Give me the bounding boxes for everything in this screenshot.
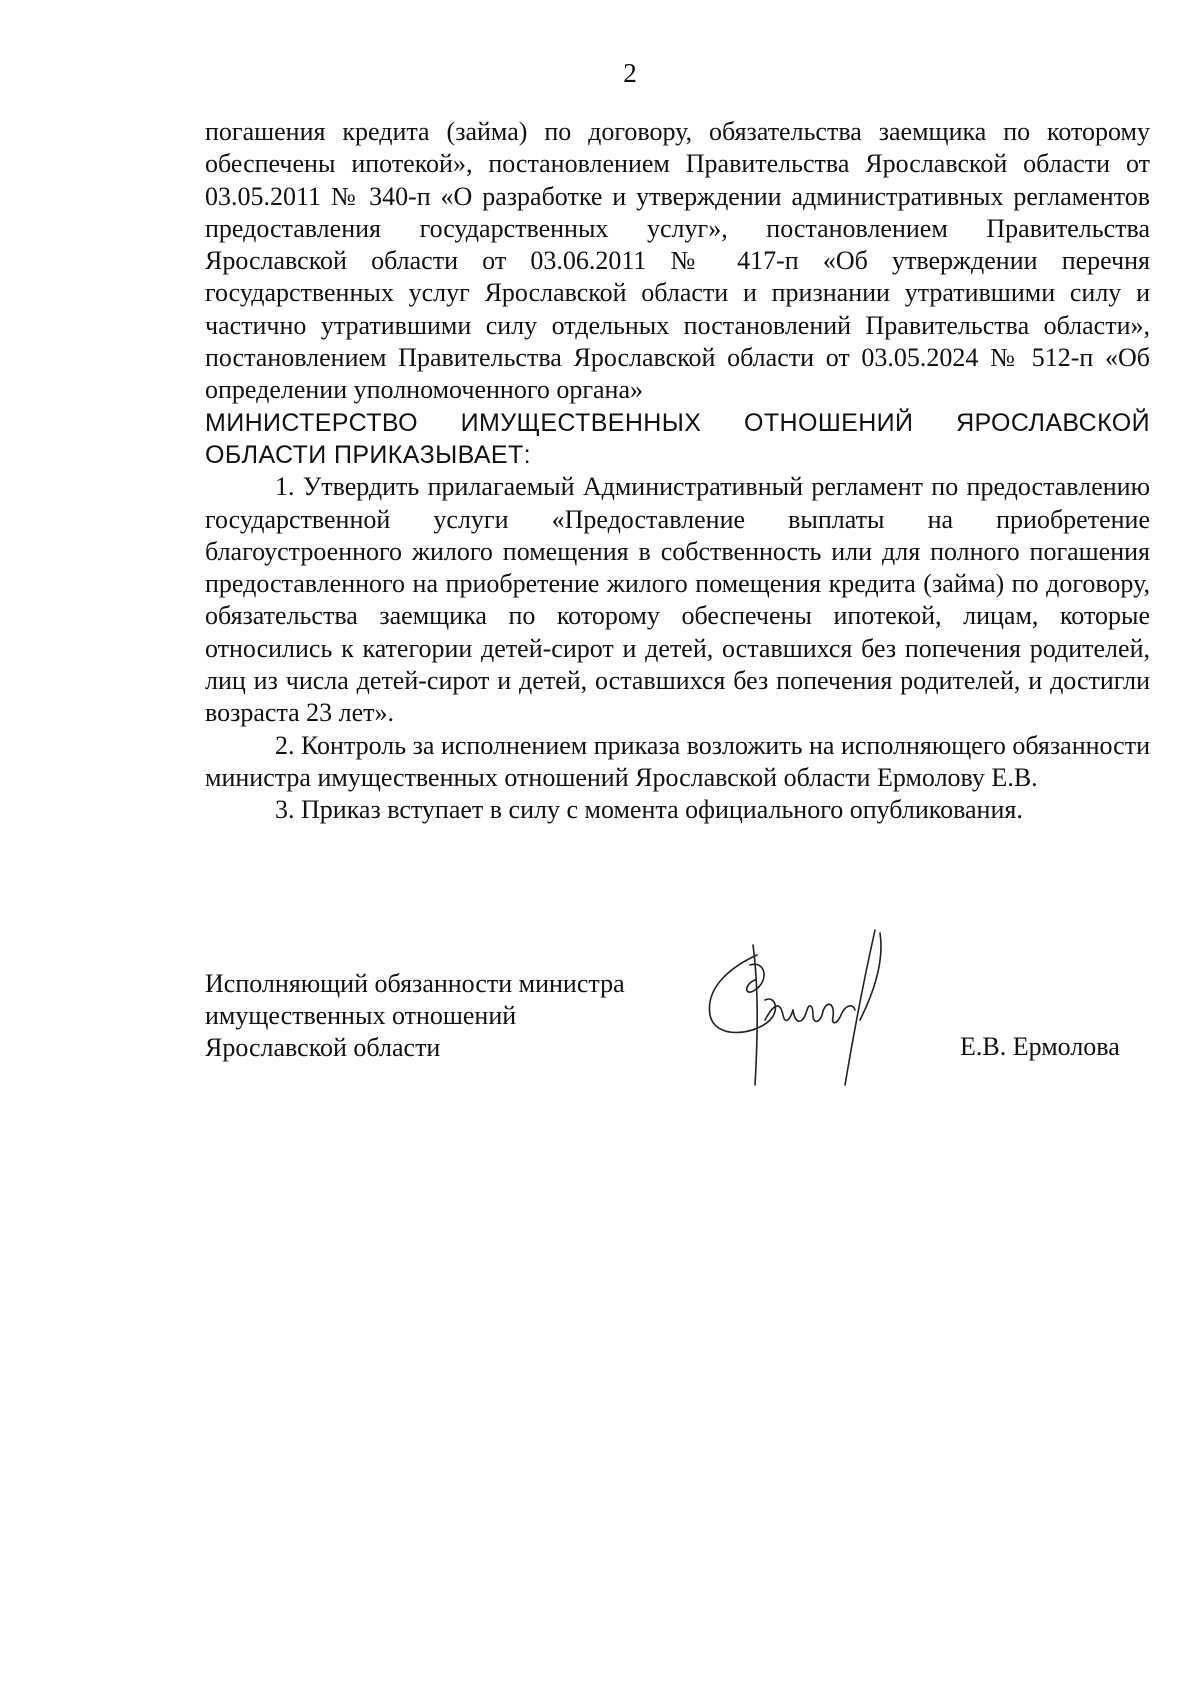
order-item-2: 2. Контроль за исполнением приказа возложить на исполняющего обязанности министра имущественных отношений Ярославской области Ермолову Е.В. xyxy=(205,730,1150,792)
signer-name: Е.В. Ермолова xyxy=(960,1032,1120,1061)
order-heading: МИНИСТЕРСТВО ИМУЩЕСТВЕННЫХ ОТНОШЕНИЙ ЯРОСЛАВСКОЙ ОБЛАСТИ ПРИКАЗЫВАЕТ: xyxy=(205,408,1150,469)
signer-position xyxy=(205,968,625,1064)
order-item-1: 1. Утвердить прилагаемый Административный регламент по предоставлению государственной услуги «Предоставление выплаты на приобретение благоустроенного жилого помещения в собственность или для полного погашения предоставленного на приобретение жилого помещения кредита (займа) по договору, обязательства заемщика по которому обеспечены ипотекой, лицам, которые относились к категории детей-сирот и детей, оставшихся без попечения родителей, лиц из числа детей-сирот и детей, оставшихся без попечения родителей, и достигли возраста 23 лет». xyxy=(205,472,1150,728)
signer-position-line: Ярославской области xyxy=(205,1033,441,1062)
order-item-3: 3. Приказ вступает в силу с момента официального опубликования. xyxy=(275,795,1023,825)
page-number: 2 xyxy=(623,58,637,88)
signer-position-line: Исполняющий обязанности министра xyxy=(205,969,625,998)
handwritten-signature xyxy=(695,925,895,1095)
document-body xyxy=(205,116,1150,827)
signer-position-line: имущественных отношений xyxy=(205,1001,517,1030)
intro-paragraph: погашения кредита (займа) по договору, обязательства заемщика по которому обеспечены ипотекой», постановлением Правительства Ярославской области от 03.05.2011 № 340-п «О разработке и утверждении административных регламентов предоставления государственных услуг», постановлением Правительства Ярославской области от 03.06.2011 № 417-п «Об утверждении перечня государственных услуг Ярославской области и признании утратившими силу и частично утратившими силу отдельных постановлений Правительства области», постановлением Правительства Ярославской области от 03.05.2024 № 512-п «Об определении уполномоченного органа» xyxy=(205,117,1150,405)
